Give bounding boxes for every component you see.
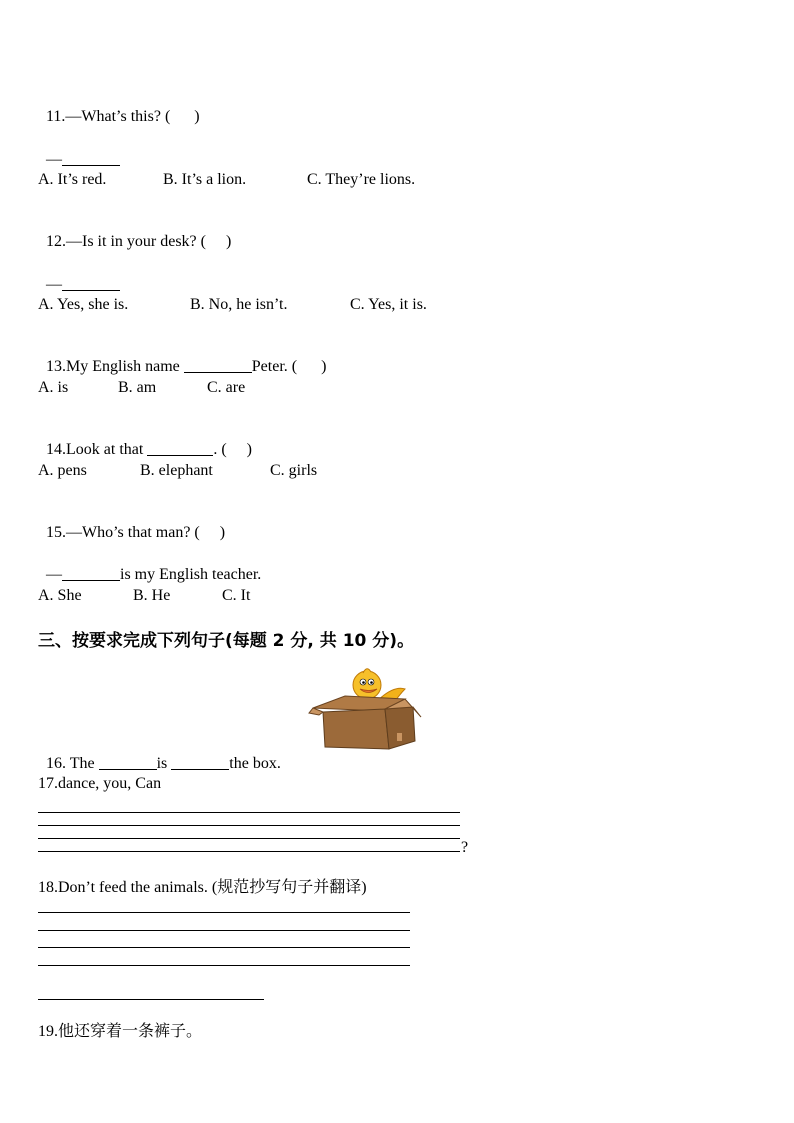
q15-answer-dash: — — [46, 566, 62, 583]
q15-option-b[interactable]: B. He — [133, 587, 171, 604]
q17-question-mark: ? — [461, 839, 469, 856]
q17-writing-line-4[interactable] — [38, 851, 460, 852]
q12-close-paren: ) — [225, 233, 232, 250]
q14-prompt-b: . ( — [213, 441, 227, 458]
q18-writing-line-1[interactable] — [38, 912, 410, 913]
q17-writing-line-1[interactable] — [38, 812, 460, 813]
q16-blank-2[interactable] — [171, 754, 229, 770]
duck-in-box-icon — [305, 663, 425, 753]
q14-blank[interactable] — [147, 440, 213, 456]
q13-prompt-a: 13.My English name — [46, 358, 184, 375]
q18-prompt: 18.Don’t feed the animals. (规范抄写句子并翻译) — [38, 879, 367, 896]
q11-option-a[interactable]: A. It’s red. — [38, 171, 107, 188]
q11-option-c[interactable]: C. They’re lions. — [307, 171, 416, 188]
q14-option-b[interactable]: B. elephant — [140, 462, 213, 479]
q16-part-c: the box. — [229, 755, 281, 772]
q15-prompt: 15.—Who’s that man? ( — [46, 524, 200, 541]
q11-close-paren: ) — [194, 108, 200, 125]
q13-option-b[interactable]: B. am — [118, 379, 157, 396]
q13-option-a[interactable]: A. is — [38, 379, 69, 396]
q11-answer-blank[interactable] — [62, 150, 120, 166]
q17-writing-line-3[interactable] — [38, 838, 460, 839]
q16-blank-1[interactable] — [99, 754, 157, 770]
q15-answer-blank[interactable] — [62, 565, 120, 581]
q12-answer-blank[interactable] — [62, 275, 120, 291]
q18-translation-line[interactable] — [38, 999, 264, 1000]
q15-answer-rest: is my English teacher. — [120, 566, 262, 583]
q18-writing-line-4[interactable] — [38, 965, 410, 966]
q17-prompt: 17.dance, you, Can — [38, 775, 162, 792]
question-12 — [38, 212, 231, 252]
section-3-heading: 三、按要求完成下列句子(每题 2 分, 共 10 分)。 — [38, 631, 415, 651]
question-13 — [38, 337, 326, 377]
q12-option-b[interactable]: B. No, he isn’t. — [190, 296, 288, 313]
q13-option-c[interactable]: C. are — [207, 379, 246, 396]
q13-blank[interactable] — [184, 357, 252, 373]
q19-prompt: 19.他还穿着一条裤子。 — [38, 1023, 203, 1040]
question-14 — [38, 420, 252, 460]
q13-prompt-b: Peter. ( — [251, 358, 298, 375]
q13-close-paren: ) — [321, 358, 327, 375]
q18-writing-line-2[interactable] — [38, 930, 410, 931]
q16-part-a: 16. The — [46, 755, 99, 772]
question-15 — [38, 503, 225, 543]
q17-writing-line-2[interactable] — [38, 825, 460, 826]
q12-answer-dash: — — [46, 276, 62, 293]
q14-option-a[interactable]: A. pens — [38, 462, 87, 479]
q15-answer-line — [38, 545, 261, 585]
q15-option-c[interactable]: C. It — [222, 587, 251, 604]
q15-option-a[interactable]: A. She — [38, 587, 82, 604]
question-16 — [38, 734, 281, 774]
q14-option-c[interactable]: C. girls — [270, 462, 318, 479]
q11-option-b[interactable]: B. It’s a lion. — [163, 171, 247, 188]
q11-answer-line — [38, 130, 120, 170]
q14-close-paren: ) — [246, 441, 252, 458]
q11-answer-dash: — — [46, 151, 62, 168]
question-11 — [38, 87, 200, 127]
q12-option-c[interactable]: C. Yes, it is. — [350, 296, 427, 313]
q12-answer-line — [38, 255, 120, 295]
q12-option-a[interactable]: A. Yes, she is. — [38, 296, 129, 313]
q16-part-b: is — [156, 755, 172, 772]
q14-prompt-a: 14.Look at that — [46, 441, 148, 458]
q12-prompt: 12.—Is it in your desk? ( — [46, 233, 206, 250]
q11-prompt: 11.—What’s this? ( — [46, 108, 171, 125]
q15-close-paren: ) — [219, 524, 226, 541]
q18-writing-line-3[interactable] — [38, 947, 410, 948]
